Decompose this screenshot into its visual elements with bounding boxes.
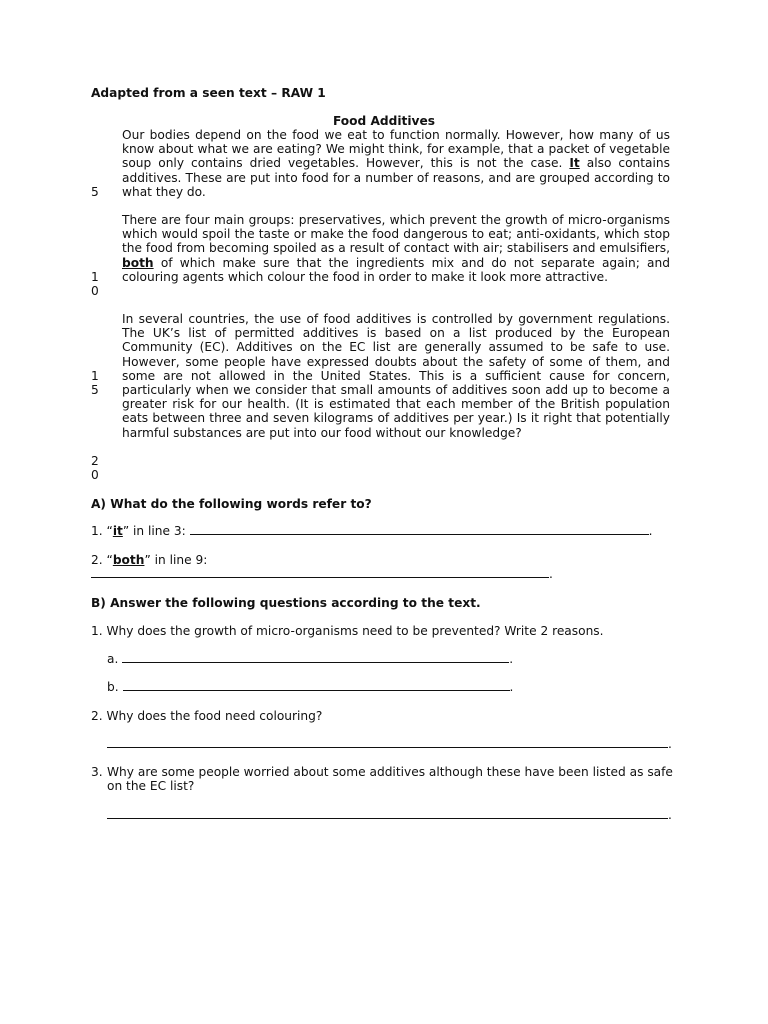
line-number: 0 <box>91 284 99 298</box>
document-title: Food Additives <box>332 114 436 128</box>
document-header: Adapted from a seen text – RAW 1 <box>91 86 326 100</box>
paragraph-1: Our bodies depend on the food we eat to function normally. However, how many of us know about what we are eating? We might think, for example, that a packet of vegetable soup only contains dried vegetables. However, this is not the case. It also contains additives. These are put into food for a number of reasons, and are grouped according to what they do. <box>122 128 670 199</box>
answer-line-b3: . <box>107 808 672 822</box>
question-b3: Why are some people worried about some additives although these have been listed as safe on the EC list? <box>107 765 673 794</box>
question-b1: 1. Why does the growth of micro-organisms need to be prevented? Write 2 reasons. <box>91 624 604 638</box>
answer-line-a2: . <box>91 567 553 581</box>
reference-word-it: It <box>569 156 580 171</box>
answer-line-b2: . <box>107 737 672 751</box>
answer-blank[interactable] <box>91 567 549 578</box>
question-a2: 2. “both” in line 9: <box>91 553 208 567</box>
line-number: 1 <box>91 369 99 383</box>
question-a1: 1. “it” in line 3: . <box>91 524 653 538</box>
answer-blank[interactable] <box>190 524 649 535</box>
answer-blank[interactable] <box>122 652 509 663</box>
line-number: 2 <box>91 454 99 468</box>
section-b-heading: B) Answer the following questions according to the text. <box>91 596 481 610</box>
paragraph-2: There are four main groups: preservatives, which prevent the growth of micro-organisms which would spoil the taste or make the food dangerous to eat; anti-oxidants, which stop the food from becoming spoiled as a result of contact with air; stabilisers and emulsifiers, both of which make sure that the ingredients mix and do not separate again; and colouring agents which colour the food in order to make it look more attractive. <box>122 213 670 284</box>
answer-blank[interactable] <box>107 737 668 748</box>
answer-line-b1b: b. . <box>107 680 514 694</box>
answer-line-b1a: a. . <box>107 652 514 666</box>
section-a-heading: A) What do the following words refer to? <box>91 497 372 511</box>
line-number: 5 <box>91 185 99 199</box>
line-number: 1 <box>91 270 99 284</box>
line-number: 5 <box>91 383 99 397</box>
question-b3-number: 3. <box>91 765 103 779</box>
line-number: 0 <box>91 468 99 482</box>
answer-blank[interactable] <box>123 680 510 691</box>
reference-word-both: both <box>122 255 154 270</box>
answer-blank[interactable] <box>107 808 668 819</box>
paragraph-3: In several countries, the use of food additives is controlled by government regulations. The UK’s list of permitted additives is based on a list produced by the European Community (EC). Additives on the EC list are generally assumed to be safe to use. However, some people have expressed doubts about the safety of some of them, and some are not allowed in the United States. This is a sufficient cause for concern, particularly when we consider that small amounts of additives soon add up to become a greater risk for our health. (It is estimated that each member of the British population eats between three and seven kilograms of additives per year.) Is it right that potentially harmful substances are put into our food without our knowledge? <box>122 312 670 440</box>
question-b2: 2. Why does the food need colouring? <box>91 709 323 723</box>
